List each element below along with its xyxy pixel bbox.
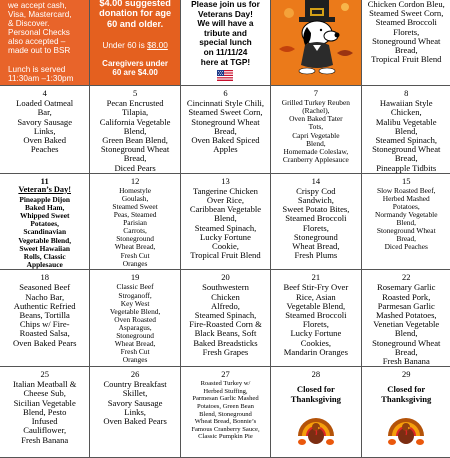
snoopy-pilgrim-illustration [271,0,361,83]
day-menu: Pineapple Dijon Baked Ham, Whipped Sweet Potatoes, Scandinavian Vegetable Blend, Sweet Hawaiian Rolls, Classic Applesauce [18,194,72,270]
day-cell [0,367,90,458]
day-menu: Hawaiian Style Chicken, Malibu Vegetable Blend, Steamed Spinach, Stoneground Wheat Bread, Pineapple Tidbits [372,98,441,173]
day-number: 28 [311,369,321,380]
day-number: 7 [313,88,318,99]
day-number: 6 [223,88,228,99]
snoopy-illustration-cell [271,0,361,86]
day-number: 25 [40,369,49,380]
day-cell-closed [361,367,450,458]
day-number: 26 [130,369,140,380]
day-number: 12 [130,175,140,186]
day-cell [361,173,450,270]
payment-info-text: we accept cash, Visa, Mastercard, & Discover. Personal Checks also accepted – made out to BSR Lunch is served 11:30am –1:30pm [8,1,74,83]
day-menu: Rosemary Garlic Roasted Pork, Parmesan Garlic Mashed Potatoes, Venetian Vegetable Blend, Stoneground Wheat Bread, Fresh Banana [372,282,441,367]
day-cell [180,367,270,458]
week-row [0,86,450,174]
day-number: 22 [402,272,411,283]
day-1-cell [361,0,450,86]
thanksgiving-turkey-illustration [294,406,338,446]
day-cell [180,173,270,270]
day-menu: Beef Stir-Fry Over Rice, Asian Vegetable Blend, Steamed Broccoli Florets, Lucky Fortune Cookies, Mandarin Oranges [283,282,349,357]
day-menu: Cincinnati Style Chili, Steamed Sweet Corn, Stoneground Wheat Bread, Oven Baked Spiced Apples [186,98,265,155]
veterans-day-title: Veteran’s Day! [18,184,71,194]
day-number: 29 [402,369,411,380]
day-number: 13 [221,175,230,186]
payment-info-cell [0,0,90,86]
thanksgiving-turkey-illustration [384,406,428,446]
day-number: 19 [130,272,140,283]
day-cell [0,86,90,174]
day-cell-veterans-day [0,173,90,270]
caregivers-price-text: Caregivers under 60 are $4.00 [102,59,168,78]
donation-info-cell [90,0,180,86]
day-1-menu: Chicken Cordon Bleu, Steamed Sweet Corn, Steamed Broccoli Florets, Stoneground Wheat Bread, Tropical Fruit Blend [367,0,445,65]
day-number: 15 [402,175,411,186]
day-cell [361,86,450,174]
day-cell [271,173,361,270]
day-cell [180,270,270,367]
day-menu: Country Breakfast Skillet, Savory Sausage Links, Oven Baked Pears [103,379,167,427]
day-number: 8 [404,88,409,99]
day-menu: Loaded Oatmeal Bar, Savory Sausage Links, Oven Baked Peaches [16,98,74,155]
day-menu: Seasoned Beef Nacho Bar, Authentic Refried Beans, Tortilla Chips w/ Fire- Roasted Salsa, Oven Baked Pears [12,282,77,348]
day-menu: Slow Roasted Beef, Herbed Mashed Potatoes, Normandy Vegetable Blend, Stoneground Wheat Bread, Diced Peaches [375,185,438,252]
day-number: 27 [221,369,230,380]
suggested-donation-text: $4.00 suggested donation for age 60 and older. [99,0,172,29]
day-cell [0,270,90,367]
day-menu: Classic Beef Stroganoff, Key West Vegetable Blend, Oven Roasted Asparagus, Stoneground Wheat Bread, Fresh Cut Oranges [109,282,161,365]
day-number: 21 [311,272,321,283]
day-cell [271,270,361,367]
week-row [0,173,450,270]
day-menu: Southwestern Chicken Alfredo, Steamed Spinach, Fire-Roasted Corn & Black Beans, Soft Baked Breadsticks Fresh Grapes [189,282,262,357]
day-cell-closed [271,367,361,458]
day-cell [271,86,361,174]
us-flag-icon [217,70,233,81]
day-menu: Italian Meatball & Cheese Sub, Sicilian Vegetable Blend, Pesto Infused Cauliflower, Fresh Banana [12,379,77,445]
day-cell [90,173,180,270]
day-number: 14 [311,175,321,186]
day-menu: Crispy Cod Sandwich, Sweet Potato Bites, Steamed Broccoli Florets, Stoneground Wheat Bread, Fresh Plums [282,185,350,261]
day-menu: Pecan Encrusted Tilapia, California Vegetable Blend, Green Bean Blend, Stoneground Wheat Bread, Diced Pears [99,98,171,173]
day-cell [90,86,180,174]
day-number: 20 [221,272,230,283]
closed-notice: Closed for Thanksgiving [290,384,341,404]
day-number: 4 [42,88,47,99]
day-cell [90,270,180,367]
day-number: 5 [132,88,138,99]
day-menu: Roasted Turkey w/ Herbed Stuffing, Parmesan Garlic Mashed Potatoes, Green Bean Blend, Stoneground Wheat Bread, Bonnie’s Famous Cranberry Sauce, Classic Pumpkin Pie [191,380,260,441]
day-cell [180,86,270,174]
day-cell [361,270,450,367]
veterans-day-notice-text: Please join us for Veterans Day! We will have a tribute and special lunch on 11/11/24 here at TGP! [191,0,260,67]
closed-notice: Closed for Thanksgiving [381,384,432,404]
day-menu: Grilled Turkey Reuben (Rachel), Oven Baked Tater Tots, Capri Vegetable Blend, Homemade Coleslaw, Cranberry Applesauce [281,98,350,164]
week-row [0,270,450,367]
day-menu: Tangerine Chicken Over Rice, Caribbean Vegetable Blend, Steamed Spinach, Lucky Fortune Cookie, Tropical Fruit Blend [189,185,262,261]
day-number: 11 [40,175,49,186]
veterans-day-notice-cell [180,0,270,86]
under-60-price-text: Under 60 is $8.00 [102,40,168,51]
day-cell [90,367,180,458]
day-menu: Homestyle Goulash, Steamed Sweet Peas, Steamed Parisian Carrots, Stoneground Wheat Bread, Fresh Cut Oranges [112,185,158,268]
calendar-top-row [0,0,450,86]
day-number: 18 [40,272,49,283]
week-row [0,367,450,458]
